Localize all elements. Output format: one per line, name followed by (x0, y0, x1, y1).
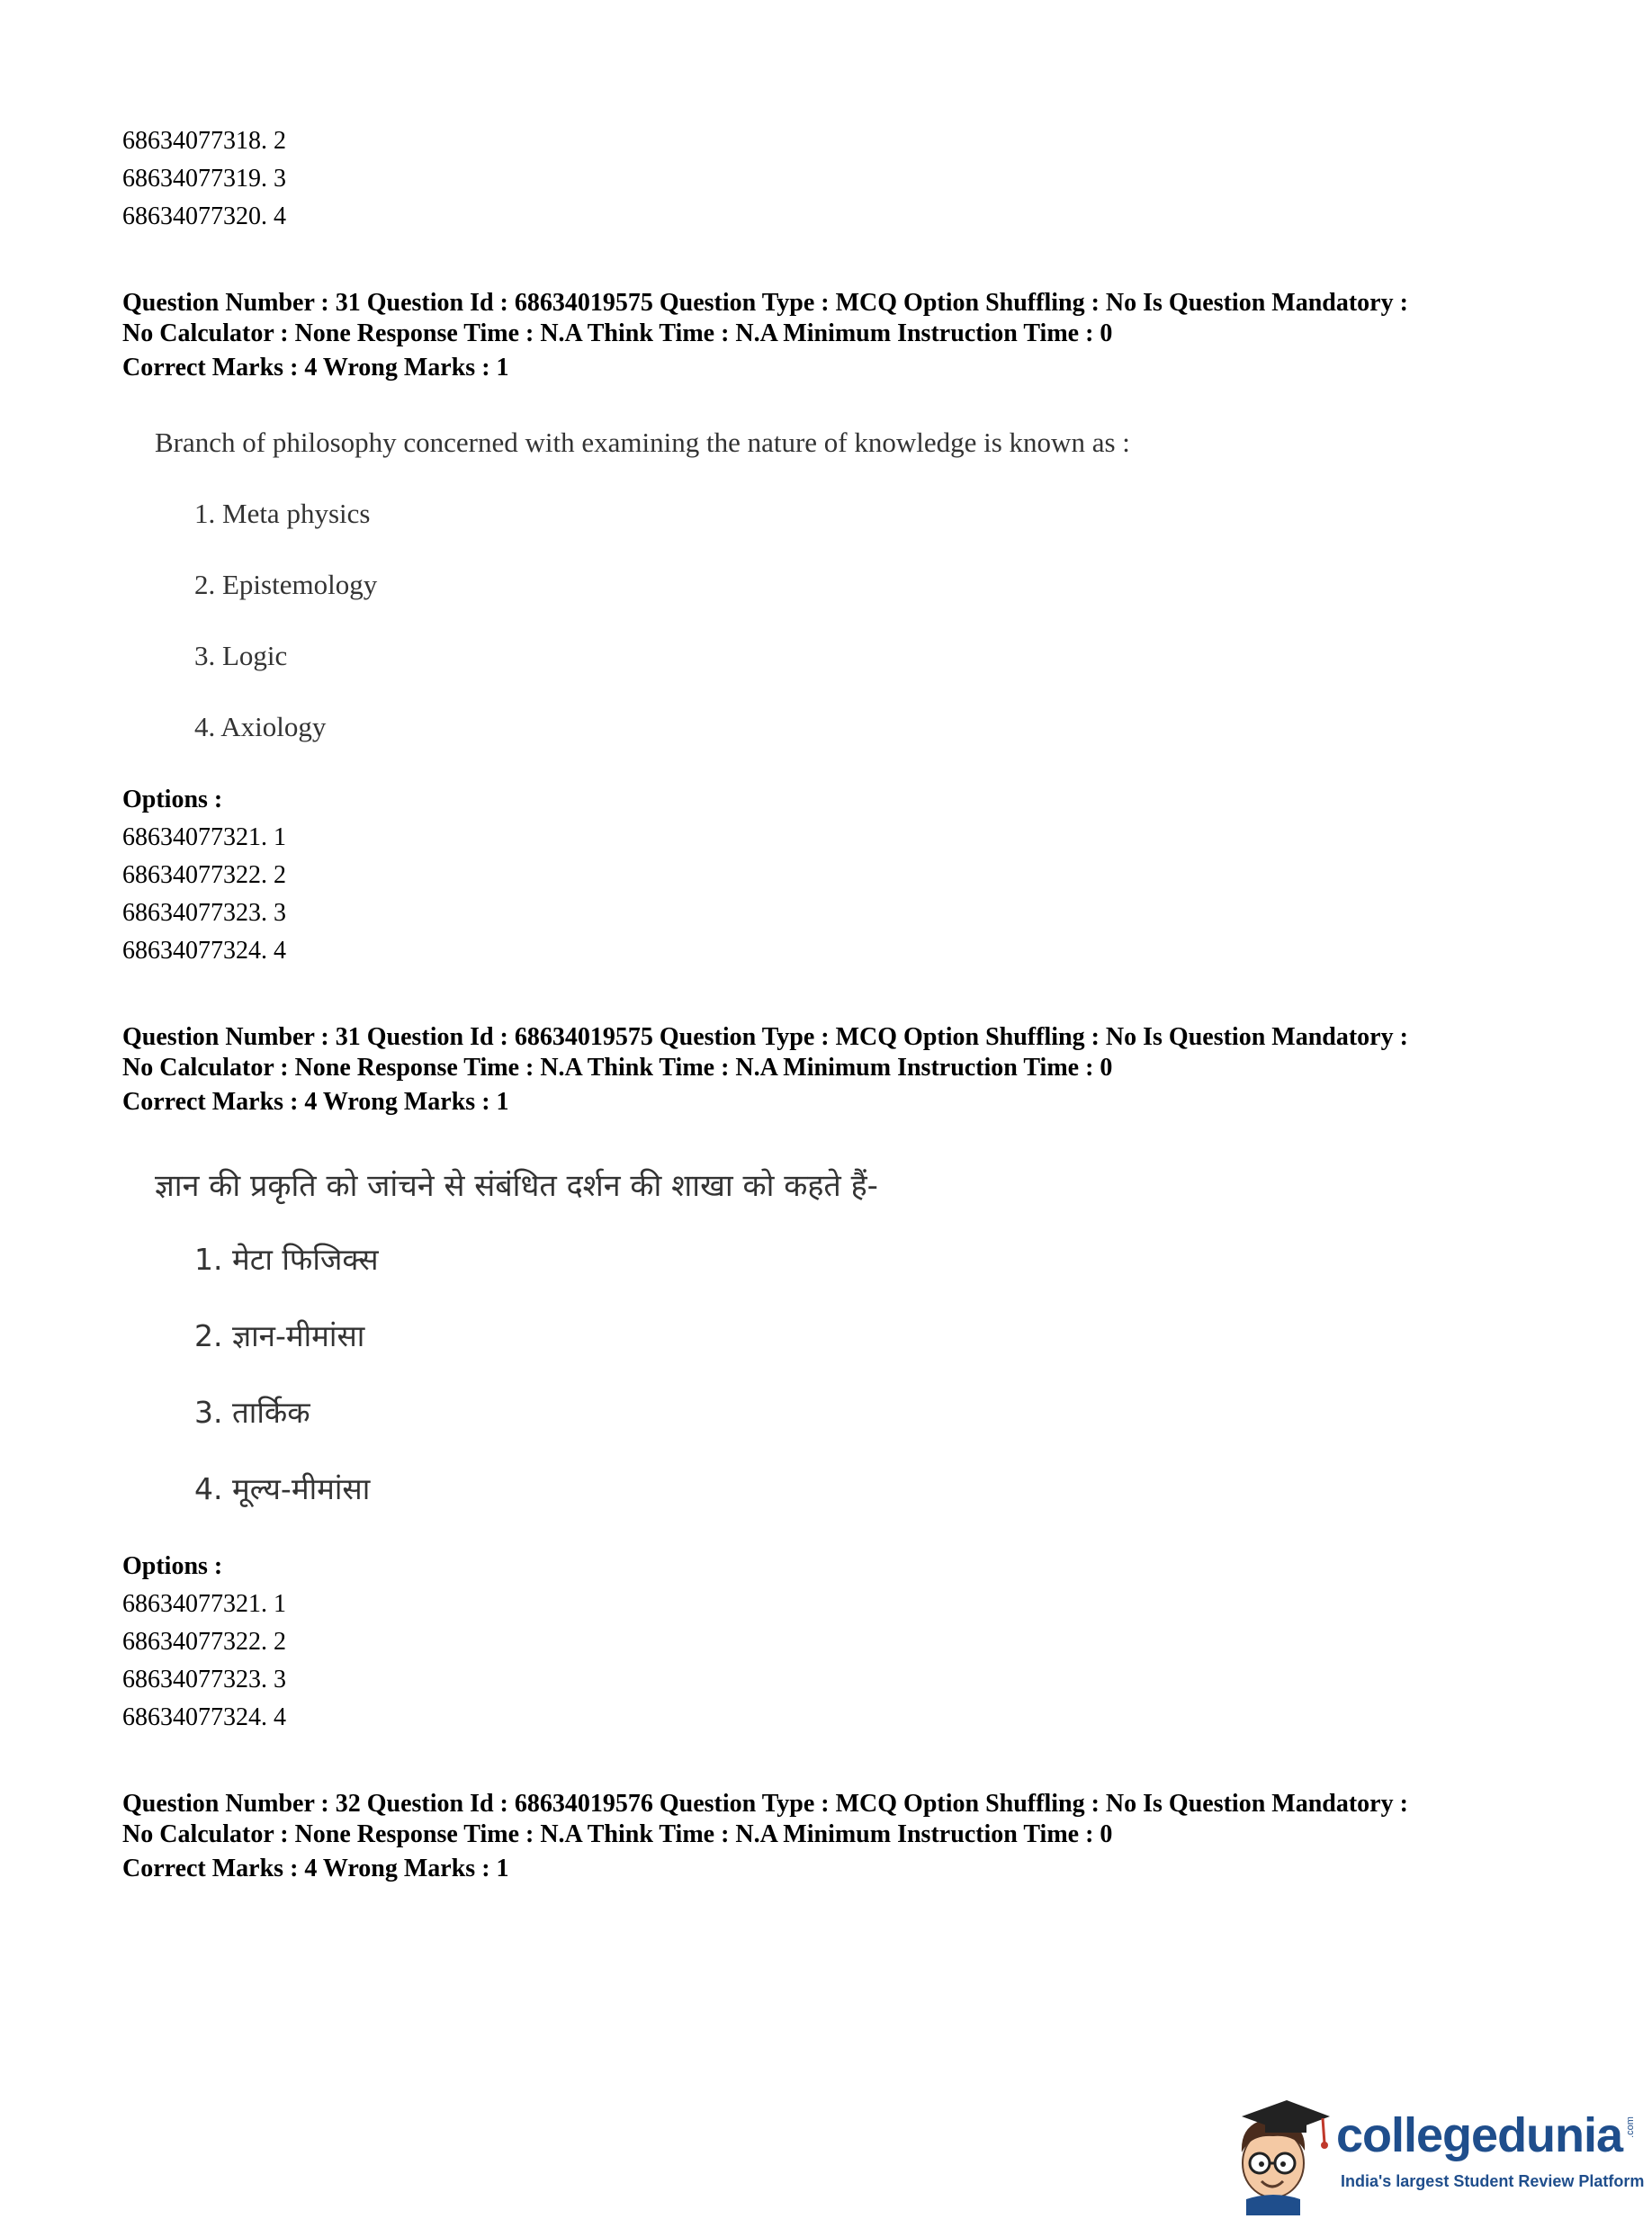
choice-item: 1. Meta physics (194, 498, 371, 529)
option-item: 68634077318. 2 (122, 127, 286, 155)
options-label: Options : (122, 1552, 223, 1580)
choice-item: 2. ज्ञान-मीमांसा (194, 1318, 365, 1353)
prev-options-list (122, 122, 286, 236)
option-item: 68634077321. 1 (122, 1590, 286, 1618)
choice-item: 4. Axiology (194, 711, 327, 742)
option-item: 68634077323. 3 (122, 899, 286, 927)
question-meta-line: Question Number : 31 Question Id : 68634019575 Question Type : MCQ Option Shuffling : No Is Question Mandatory : (122, 1023, 1408, 1051)
question-meta-3 (122, 1789, 1408, 1888)
collegedunia-logo (1224, 2098, 1645, 2215)
options-block-2 (122, 1548, 286, 1737)
option-item: 68634077319. 3 (122, 165, 286, 193)
question-image-english (155, 425, 1130, 742)
choice-item: 3. तार्किक (194, 1395, 310, 1430)
question-marks: Correct Marks : 4 Wrong Marks : 1 (122, 354, 509, 382)
question-meta-line: No Calculator : None Response Time : N.A Think Time : N.A Minimum Instruction Time : 0 (122, 1054, 1113, 1082)
logo-suffix: .com (1624, 2116, 1636, 2138)
option-item: 68634077323. 3 (122, 1666, 286, 1693)
question-image-hindi (155, 1166, 878, 1506)
option-item: 68634077322. 2 (122, 861, 286, 889)
choice-item: 3. Logic (194, 640, 288, 671)
option-item: 68634077324. 4 (122, 1703, 286, 1731)
choice-item: 4. मूल्य-मीमांसा (194, 1471, 371, 1506)
option-item: 68634077321. 1 (122, 823, 286, 851)
question-meta-1 (122, 288, 1408, 387)
option-item: 68634077320. 4 (122, 202, 286, 230)
choice-item: 2. Epistemology (194, 569, 378, 600)
logo-tagline: India's largest Student Review Platform (1341, 2172, 1645, 2190)
question-meta-line: No Calculator : None Response Time : N.A Think Time : N.A Minimum Instruction Time : 0 (122, 319, 1113, 347)
question-stem: Branch of philosophy concerned with examining the nature of knowledge is known as : (155, 427, 1130, 458)
option-item: 68634077324. 4 (122, 937, 286, 965)
question-marks: Correct Marks : 4 Wrong Marks : 1 (122, 1088, 509, 1116)
question-marks: Correct Marks : 4 Wrong Marks : 1 (122, 1855, 509, 1882)
question-meta-line: No Calculator : None Response Time : N.A Think Time : N.A Minimum Instruction Time : 0 (122, 1820, 1113, 1848)
question-stem: ज्ञान की प्रकृति को जांचने से संबंधित दर्शन की शाखा को कहते हैं- (155, 1168, 878, 1204)
options-label: Options : (122, 786, 223, 813)
question-meta-2 (122, 1022, 1408, 1121)
question-meta-line: Question Number : 31 Question Id : 68634019575 Question Type : MCQ Option Shuffling : No Is Question Mandatory : (122, 289, 1408, 317)
question-meta-line: Question Number : 32 Question Id : 68634019576 Question Type : MCQ Option Shuffling : No Is Question Mandatory : (122, 1790, 1408, 1818)
mascot-icon (1224, 2098, 1332, 2215)
options-block-1 (122, 781, 286, 970)
logo-brand-text: collegedunia (1336, 2108, 1623, 2162)
option-item: 68634077322. 2 (122, 1628, 286, 1656)
choice-item: 1. मेटा फिजिक्स (194, 1242, 379, 1277)
